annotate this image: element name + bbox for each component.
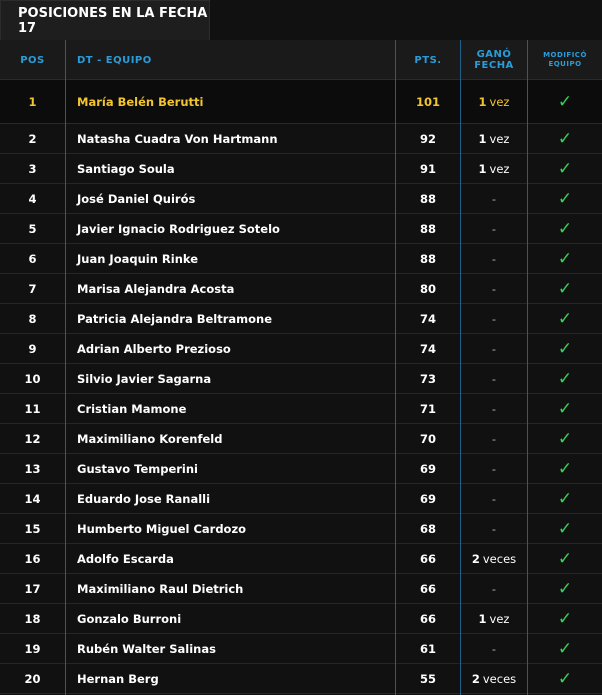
row-won-count	[461, 154, 527, 183]
won-count-number: 1	[478, 161, 487, 176]
row-team-name: Maximiliano Raul Dietrich	[77, 581, 244, 596]
row-modified	[528, 664, 602, 693]
row-points: 92	[419, 131, 436, 146]
row-points: 71	[419, 401, 436, 416]
row-modified	[528, 214, 602, 243]
checkmark-icon: ✓	[557, 158, 573, 179]
table-row[interactable]	[0, 394, 602, 424]
row-modified	[528, 244, 602, 273]
row-points: 73	[419, 371, 436, 386]
row-position: 14	[24, 491, 41, 506]
checkmark-icon: ✓	[557, 338, 573, 359]
row-position: 7	[28, 281, 37, 296]
header-team: DT - EQUIPO	[77, 54, 152, 66]
checkmark-icon: ✓	[557, 488, 573, 509]
row-team-name: Silvio Javier Sagarna	[77, 371, 212, 386]
won-count-empty: -	[491, 521, 497, 536]
checkmark-icon: ✓	[557, 398, 573, 419]
row-modified	[528, 154, 602, 183]
column-divider	[527, 40, 528, 695]
row-won-count	[461, 544, 527, 573]
header-mod: MODIFICÓ EQUIPO	[543, 51, 587, 68]
row-position: 11	[24, 401, 41, 416]
page-title-tab	[0, 0, 210, 40]
row-won-count	[461, 124, 527, 153]
row-won-count	[461, 364, 527, 393]
checkmark-icon: ✓	[557, 668, 573, 689]
row-won-count	[461, 484, 527, 513]
won-count-unit: vez	[489, 131, 510, 146]
row-modified	[528, 484, 602, 513]
row-team-name: Rubén Walter Salinas	[77, 641, 216, 656]
table-row[interactable]	[0, 664, 602, 694]
won-count-empty: -	[491, 341, 497, 356]
row-team-name: Gustavo Temperini	[77, 461, 199, 476]
won-count-unit: vez	[489, 94, 510, 109]
checkmark-icon: ✓	[557, 578, 573, 599]
row-team-name: José Daniel Quirós	[77, 191, 196, 206]
row-position: 20	[24, 671, 41, 686]
checkmark-icon: ✓	[557, 188, 573, 209]
header-won: GANÓ FECHA	[474, 49, 514, 71]
row-points: 68	[419, 521, 436, 536]
row-modified	[528, 80, 602, 123]
checkmark-icon: ✓	[557, 638, 573, 659]
row-won-count	[461, 80, 527, 123]
column-divider	[460, 40, 461, 695]
table-header	[0, 40, 602, 80]
row-won-count	[461, 604, 527, 633]
row-modified	[528, 364, 602, 393]
row-team-name: Humberto Miguel Cardozo	[77, 521, 247, 536]
column-divider	[65, 40, 66, 695]
row-position: 18	[24, 611, 41, 626]
won-count-number: 2	[471, 671, 480, 686]
standings-table	[0, 40, 602, 695]
column-divider	[395, 40, 396, 695]
row-modified	[528, 634, 602, 663]
row-position: 10	[24, 371, 41, 386]
row-points: 69	[419, 491, 436, 506]
row-team-name: Marisa Alejandra Acosta	[77, 281, 235, 296]
checkmark-icon: ✓	[557, 248, 573, 269]
table-row[interactable]	[0, 484, 602, 514]
table-row[interactable]	[0, 184, 602, 214]
checkmark-icon: ✓	[557, 128, 573, 149]
won-count-empty: -	[491, 581, 497, 596]
row-team-name: Patricia Alejandra Beltramone	[77, 311, 273, 326]
header-pts: PTS.	[414, 54, 442, 66]
won-count-number: 2	[471, 551, 480, 566]
row-won-count	[461, 184, 527, 213]
row-team-name: Eduardo Jose Ranalli	[77, 491, 211, 506]
row-position: 4	[28, 191, 37, 206]
row-position: 12	[24, 431, 41, 446]
row-modified	[528, 304, 602, 333]
row-position: 17	[24, 581, 41, 596]
row-points: 74	[419, 341, 436, 356]
won-count-empty: -	[491, 221, 497, 236]
table-row[interactable]	[0, 634, 602, 664]
row-position: 15	[24, 521, 41, 536]
row-position: 13	[24, 461, 41, 476]
row-team-name: Natasha Cuadra Von Hartmann	[77, 131, 278, 146]
row-won-count	[461, 394, 527, 423]
row-points: 101	[415, 94, 440, 109]
checkmark-icon: ✓	[557, 518, 573, 539]
row-points: 74	[419, 311, 436, 326]
checkmark-icon: ✓	[557, 428, 573, 449]
row-team-name: Gonzalo Burroni	[77, 611, 182, 626]
row-points: 88	[419, 251, 436, 266]
table-row[interactable]	[0, 214, 602, 244]
row-position: 5	[28, 221, 37, 236]
row-position: 3	[28, 161, 37, 176]
checkmark-icon: ✓	[557, 278, 573, 299]
checkmark-icon: ✓	[557, 458, 573, 479]
row-points: 66	[419, 551, 436, 566]
table-row[interactable]	[0, 574, 602, 604]
row-won-count	[461, 334, 527, 363]
row-team-name: Maximiliano Korenfeld	[77, 431, 223, 446]
row-won-count	[461, 574, 527, 603]
row-modified	[528, 574, 602, 603]
won-count-unit: veces	[482, 671, 517, 686]
table-row[interactable]	[0, 334, 602, 364]
won-count-empty: -	[491, 251, 497, 266]
checkmark-icon: ✓	[557, 548, 573, 569]
row-points: 66	[419, 581, 436, 596]
row-team-name: Adrian Alberto Prezioso	[77, 341, 231, 356]
table-row[interactable]	[0, 454, 602, 484]
row-position: 16	[24, 551, 41, 566]
row-won-count	[461, 274, 527, 303]
row-modified	[528, 544, 602, 573]
won-count-empty: -	[491, 311, 497, 326]
row-points: 55	[419, 671, 436, 686]
row-modified	[528, 274, 602, 303]
won-count-number: 1	[478, 611, 487, 626]
row-points: 61	[419, 641, 436, 656]
row-won-count	[461, 244, 527, 273]
row-won-count	[461, 454, 527, 483]
row-modified	[528, 424, 602, 453]
row-modified	[528, 604, 602, 633]
row-modified	[528, 514, 602, 543]
row-won-count	[461, 664, 527, 693]
table-row[interactable]	[0, 124, 602, 154]
row-points: 69	[419, 461, 436, 476]
checkmark-icon: ✓	[557, 368, 573, 389]
row-modified	[528, 334, 602, 363]
row-points: 88	[419, 221, 436, 236]
won-count-empty: -	[491, 191, 497, 206]
row-position: 6	[28, 251, 37, 266]
checkmark-icon: ✓	[557, 91, 573, 112]
row-points: 66	[419, 611, 436, 626]
row-won-count	[461, 514, 527, 543]
row-team-name: Adolfo Escarda	[77, 551, 174, 566]
row-team-name: Juan Joaquin Rinke	[77, 251, 199, 266]
row-points: 91	[419, 161, 436, 176]
won-count-empty: -	[491, 371, 497, 386]
row-won-count	[461, 424, 527, 453]
table-row[interactable]	[0, 424, 602, 454]
table-row[interactable]	[0, 544, 602, 574]
row-won-count	[461, 304, 527, 333]
row-team-name: Hernan Berg	[77, 671, 159, 686]
row-team-name: Cristian Mamone	[77, 401, 187, 416]
won-count-unit: vez	[489, 611, 510, 626]
row-position: 8	[28, 311, 37, 326]
row-team-name: María Belén Berutti	[77, 94, 204, 109]
row-team-name: Santiago Soula	[77, 161, 175, 176]
row-points: 88	[419, 191, 436, 206]
row-position: 19	[24, 641, 41, 656]
won-count-unit: veces	[482, 551, 517, 566]
won-count-empty: -	[491, 461, 497, 476]
won-count-number: 1	[478, 94, 487, 109]
table-row[interactable]	[0, 244, 602, 274]
checkmark-icon: ✓	[557, 308, 573, 329]
checkmark-icon: ✓	[557, 218, 573, 239]
table-row[interactable]	[0, 80, 602, 124]
row-modified	[528, 184, 602, 213]
won-count-empty: -	[491, 401, 497, 416]
won-count-empty: -	[491, 641, 497, 656]
won-count-empty: -	[491, 491, 497, 506]
row-position: 2	[28, 131, 37, 146]
won-count-empty: -	[491, 431, 497, 446]
row-position: 1	[28, 94, 37, 109]
row-modified	[528, 124, 602, 153]
row-points: 70	[419, 431, 436, 446]
page-title: POSICIONES EN LA FECHA 17	[18, 5, 208, 36]
table-row[interactable]	[0, 154, 602, 184]
won-count-unit: vez	[489, 161, 510, 176]
row-won-count	[461, 634, 527, 663]
table-row[interactable]	[0, 274, 602, 304]
row-modified	[528, 454, 602, 483]
table-row[interactable]	[0, 604, 602, 634]
row-position: 9	[28, 341, 37, 356]
row-modified	[528, 394, 602, 423]
row-won-count	[461, 214, 527, 243]
table-row[interactable]	[0, 514, 602, 544]
table-row[interactable]	[0, 364, 602, 394]
won-count-number: 1	[478, 131, 487, 146]
row-team-name: Javier Ignacio Rodriguez Sotelo	[77, 221, 280, 236]
header-pos: POS	[20, 54, 45, 66]
table-row[interactable]	[0, 304, 602, 334]
won-count-empty: -	[491, 281, 497, 296]
checkmark-icon: ✓	[557, 608, 573, 629]
row-points: 80	[419, 281, 436, 296]
